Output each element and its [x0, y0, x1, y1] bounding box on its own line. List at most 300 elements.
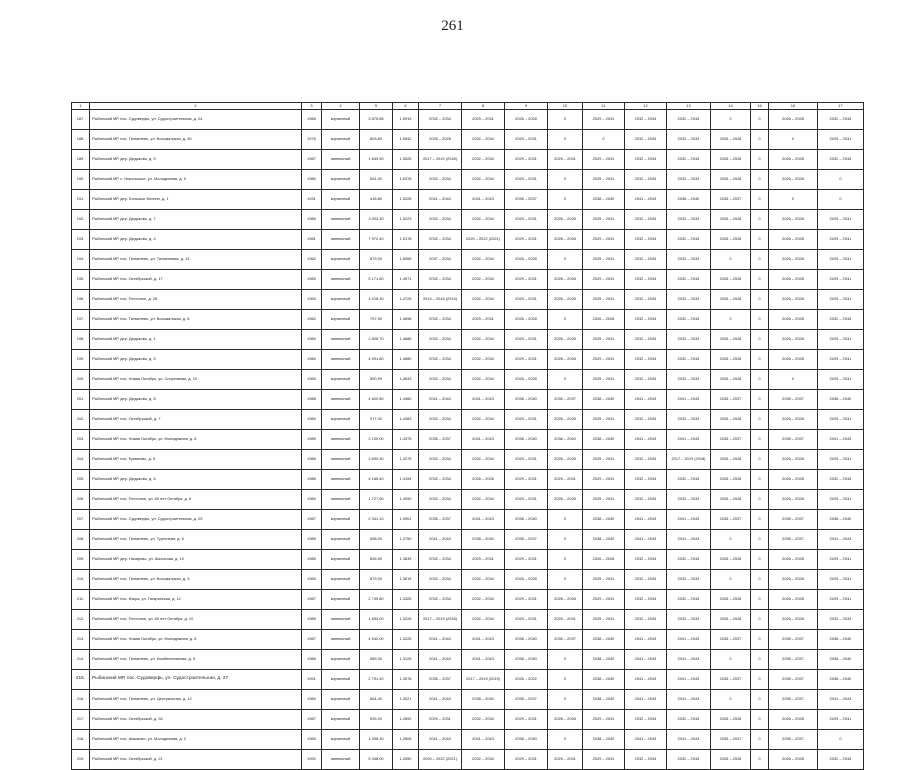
period-cell: 2026 – 2028	[769, 210, 818, 230]
address-cell: Рыбинский МР, пос. Октябрьский, д. 21	[90, 750, 302, 770]
address-cell: Рыбинский МР, пос. Шашково, ул. Молодежная, д. 2	[90, 730, 302, 750]
period-cell: 2035 – 2037	[711, 430, 751, 450]
period-cell: 2029 – 2031	[818, 350, 864, 370]
address-cell: Рыбинский МР, пос. Тихменево, ул. Комбинатовская, д. 5	[90, 650, 302, 670]
period-cell: 2032 – 2034	[419, 210, 462, 230]
period-cell: 2035 – 2037	[711, 510, 751, 530]
coefficient-cell: 1,3225	[393, 630, 419, 650]
area-cell: 4 165,40	[360, 470, 393, 490]
year-cell: 1966	[302, 110, 322, 130]
year-cell: 1962	[302, 310, 322, 330]
period-cell: 0	[751, 250, 769, 270]
period-cell: 2029 – 2031	[818, 130, 864, 150]
period-cell: 2041 – 2043	[419, 190, 462, 210]
period-cell: 2032 – 2034	[625, 410, 667, 430]
year-cell: 1988	[302, 390, 322, 410]
address-cell: Рыбинский МР, дер. Назарово, ул. Школьная, д. 10	[90, 550, 302, 570]
period-cell: 2026 – 2028	[711, 750, 751, 770]
period-cell: 2032 – 2034	[625, 570, 667, 590]
period-cell: 2029 – 2031	[505, 270, 548, 290]
period-cell: 2032 – 2034	[419, 230, 462, 250]
period-cell: 2029 – 2031	[583, 710, 625, 730]
period-cell: 2038 – 2040	[818, 670, 864, 690]
period-cell: 2032 – 2034	[625, 450, 667, 470]
period-cell: 2032 – 2034	[667, 270, 711, 290]
table-row	[72, 690, 864, 710]
period-cell: 2041 – 2043	[818, 430, 864, 450]
period-cell: 2032 – 2034	[625, 150, 667, 170]
period-cell: 2038 – 2040	[505, 390, 548, 410]
table-row	[72, 210, 864, 230]
period-cell: 0	[751, 210, 769, 230]
period-cell: 2026 – 2028	[711, 270, 751, 290]
coefficient-cell: 1,4383	[393, 410, 419, 430]
period-cell: 2026 – 2028	[505, 310, 548, 330]
period-cell: 2026 – 2028	[769, 610, 818, 630]
period-cell: 0	[711, 570, 751, 590]
period-cell: 2032 – 2034	[818, 470, 864, 490]
period-cell: 2032 – 2034	[462, 610, 505, 630]
coefficient-cell: 1,4090	[393, 490, 419, 510]
period-cell: 0	[548, 670, 583, 690]
period-cell: 2029 – 2031	[818, 410, 864, 430]
period-cell: 2032 – 2034	[625, 330, 667, 350]
period-cell: 2026 – 2028	[769, 250, 818, 270]
period-cell: 2032 – 2034	[667, 350, 711, 370]
coefficient-cell: 1,3226	[393, 610, 419, 630]
period-cell: 0	[751, 130, 769, 150]
period-cell: 2026 – 2028	[769, 570, 818, 590]
row-number: 203.	[72, 430, 90, 450]
period-cell: 2017 – 2019 (2018)	[419, 150, 462, 170]
period-cell: 2032 – 2034	[462, 290, 505, 310]
period-cell: 0	[751, 610, 769, 630]
period-cell: 2029 – 2031	[505, 170, 548, 190]
row-number: 204.	[72, 450, 90, 470]
year-cell: 1985	[302, 210, 322, 230]
period-cell: 0	[751, 490, 769, 510]
period-cell: 2029 – 2031	[505, 750, 548, 770]
table-row	[72, 390, 864, 410]
period-cell: 2041 – 2043	[419, 690, 462, 710]
row-number: 210.	[72, 570, 90, 590]
register-table	[71, 102, 864, 770]
period-cell: 0	[711, 310, 751, 330]
area-cell: 3 875,85	[360, 110, 393, 130]
period-cell: 2041 – 2043	[625, 730, 667, 750]
table-row	[72, 150, 864, 170]
area-cell: 1 843,90	[360, 150, 393, 170]
period-cell: 2032 – 2034	[462, 410, 505, 430]
period-cell: 2035 – 2037	[505, 530, 548, 550]
address-cell: Рыбинский МР, пос. Судоверфь, ул. Судостроительная, д. 27	[90, 670, 302, 690]
period-cell: 2026 – 2028	[769, 450, 818, 470]
period-cell: 2038 – 2040	[583, 190, 625, 210]
year-cell: 1987	[302, 590, 322, 610]
address-cell: Рыбинский МР, дер. Дюдьково, д. 5	[90, 350, 302, 370]
period-cell: 0	[711, 250, 751, 270]
coefficient-cell: 1,4460	[393, 390, 419, 410]
period-cell: 2041 – 2043	[462, 630, 505, 650]
period-cell: 0	[751, 350, 769, 370]
period-cell: 0	[548, 530, 583, 550]
row-number: 207.	[72, 510, 90, 530]
row-number: 188.	[72, 130, 90, 150]
period-cell: 2038 – 2040	[818, 510, 864, 530]
coefficient-cell: 1,2650	[393, 750, 419, 770]
period-cell: 0	[711, 650, 751, 670]
coefficient-cell: 1,3325	[393, 590, 419, 610]
period-cell: 2032 – 2034	[462, 490, 505, 510]
period-cell: 2035 – 2037	[769, 690, 818, 710]
period-cell: 2041 – 2043	[462, 390, 505, 410]
period-cell: 2032 – 2034	[625, 210, 667, 230]
table-row	[72, 130, 864, 150]
year-cell: 1987	[302, 630, 322, 650]
period-cell: 2032 – 2034	[667, 250, 711, 270]
period-cell: 2029 – 2031	[583, 230, 625, 250]
period-cell: 2029 – 2031	[818, 250, 864, 270]
address-cell: Рыбинский МР, пос. Тихменево, ул. Тихменевая, д. 13	[90, 250, 302, 270]
period-cell: 0	[751, 730, 769, 750]
year-cell: 1980	[302, 170, 322, 190]
period-cell: 2026 – 2028	[769, 230, 818, 250]
row-number: 195.	[72, 270, 90, 290]
period-cell: 2032 – 2034	[625, 550, 667, 570]
period-cell: 2029 – 2031	[818, 210, 864, 230]
year-cell: 1984	[302, 490, 322, 510]
period-cell: 2032 – 2034	[667, 490, 711, 510]
year-cell: 1989	[302, 430, 322, 450]
period-cell: 2032 – 2034	[667, 330, 711, 350]
period-cell: 2026 – 2028	[505, 370, 548, 390]
period-cell: 2032 – 2034	[419, 110, 462, 130]
period-cell: 0	[751, 630, 769, 650]
period-cell: 2041 – 2043	[667, 430, 711, 450]
period-cell: 2041 – 2043	[625, 650, 667, 670]
table-row	[72, 550, 864, 570]
table-row	[72, 610, 864, 630]
period-cell: 2035 – 2037	[419, 510, 462, 530]
area-cell: 3 903,30	[360, 210, 393, 230]
row-number: 208.	[72, 530, 90, 550]
address-cell: Рыбинский МР, пос. Тихменево, ул. Центральная, д. 12	[90, 690, 302, 710]
period-cell: 2032 – 2034	[625, 610, 667, 630]
period-cell: 0	[818, 170, 864, 190]
period-cell: 0	[751, 710, 769, 730]
coefficient-cell: 1,4971	[393, 270, 419, 290]
column-number: 2	[90, 103, 302, 110]
register-table-body	[72, 103, 864, 770]
period-cell: 2026 – 2028	[505, 250, 548, 270]
period-cell: 0	[548, 510, 583, 530]
period-cell: 2041 – 2043	[818, 690, 864, 710]
wall-material-cell: панельный	[322, 230, 360, 250]
period-cell: 2029 – 2031	[462, 110, 505, 130]
period-cell: 2038 – 2040	[583, 390, 625, 410]
period-cell: 2035 – 2037	[769, 390, 818, 410]
period-cell: 0	[548, 570, 583, 590]
period-cell: 2038 – 2040	[583, 730, 625, 750]
period-cell: 2032 – 2034	[625, 310, 667, 330]
period-cell: 2029 – 2031	[583, 210, 625, 230]
period-cell: 2032 – 2034	[625, 490, 667, 510]
period-cell: 2026 – 2028	[769, 110, 818, 130]
period-cell: 2038 – 2040	[505, 430, 548, 450]
table-row	[72, 650, 864, 670]
period-cell: 0	[711, 690, 751, 710]
column-number: 8	[462, 103, 505, 110]
period-cell: 2026 – 2028	[548, 590, 583, 610]
area-cell: 1 653,00	[360, 610, 393, 630]
period-cell: 2035 – 2037	[769, 510, 818, 530]
period-cell: 2041 – 2043	[462, 730, 505, 750]
address-cell: Рыбинский МР, пос. Искра, ул. Гагаринская, д. 12	[90, 590, 302, 610]
period-cell: 2041 – 2043	[667, 630, 711, 650]
period-cell: 2032 – 2034	[625, 590, 667, 610]
period-cell: 2035 – 2037	[505, 690, 548, 710]
period-cell: 2038 – 2040	[667, 190, 711, 210]
coefficient-cell: 1,3750	[393, 530, 419, 550]
wall-material-cell: панельный	[322, 490, 360, 510]
area-cell: 864,40	[360, 690, 393, 710]
column-number: 1	[72, 103, 90, 110]
period-cell: 2032 – 2034	[818, 110, 864, 130]
period-cell: 2026 – 2028	[711, 550, 751, 570]
period-cell: 2041 – 2043	[462, 650, 505, 670]
wall-material-cell: кирпичный	[322, 650, 360, 670]
period-cell: 2032 – 2034	[625, 750, 667, 770]
period-cell: 2038 – 2040	[818, 650, 864, 670]
row-number: 216.	[72, 690, 90, 710]
period-cell: 2032 – 2034	[667, 130, 711, 150]
period-cell: 2032 – 2034	[462, 710, 505, 730]
period-cell: 2035 – 2037	[548, 390, 583, 410]
period-cell: 2032 – 2034	[625, 290, 667, 310]
period-cell: 2029 – 2031	[462, 310, 505, 330]
area-cell: 4 542,00	[360, 630, 393, 650]
period-cell: 2026 – 2028	[711, 210, 751, 230]
wall-material-cell: кирпичный	[322, 170, 360, 190]
period-cell: 2029 – 2031	[818, 710, 864, 730]
period-cell: 2029 – 2031	[818, 450, 864, 470]
period-cell: 2029 – 2031	[583, 330, 625, 350]
year-cell: 1976	[302, 130, 322, 150]
period-cell: 2026 – 2028	[548, 710, 583, 730]
period-cell: 2026 – 2028	[583, 310, 625, 330]
wall-material-cell: панельный	[322, 150, 360, 170]
wall-material-cell: кирпичный	[322, 130, 360, 150]
period-cell: 2026 – 2028	[769, 330, 818, 350]
wall-material-cell: кирпичный	[322, 550, 360, 570]
wall-material-cell: панельный	[322, 430, 360, 450]
wall-material-cell: кирпичный	[322, 190, 360, 210]
period-cell: 2032 – 2034	[667, 370, 711, 390]
area-cell: 2 690,30	[360, 450, 393, 470]
period-cell: 2032 – 2034	[818, 610, 864, 630]
period-cell: 2041 – 2043	[818, 530, 864, 550]
coefficient-cell: 1,5178	[393, 230, 419, 250]
period-cell: 2041 – 2043	[667, 650, 711, 670]
period-cell: 2026 – 2028	[711, 450, 751, 470]
area-cell: 803,60	[360, 130, 393, 150]
period-cell: 2026 – 2028	[769, 470, 818, 490]
period-cell: 2032 – 2034	[419, 550, 462, 570]
year-cell: 1984	[302, 690, 322, 710]
wall-material-cell: панельный	[322, 450, 360, 470]
period-cell: 2029 – 2031	[583, 490, 625, 510]
period-cell: 2026 – 2028	[711, 170, 751, 190]
period-cell: 2041 – 2043	[625, 390, 667, 410]
wall-material-cell: панельный	[322, 350, 360, 370]
period-cell: 2029 – 2031	[818, 570, 864, 590]
period-cell: 2032 – 2034	[625, 250, 667, 270]
period-cell: 2032 – 2034	[419, 490, 462, 510]
address-cell: Рыбинский МР, пос. Песочное, ул. 60 лет Октября, д. 10	[90, 610, 302, 630]
wall-material-cell: панельный	[322, 390, 360, 410]
period-cell: 2035 – 2037	[769, 730, 818, 750]
address-cell: Рыбинский МР, пос. Судоверфь, ул. Судостроительная, д. 25	[90, 510, 302, 530]
coefficient-cell: 1,4194	[393, 470, 419, 490]
period-cell: 2038 – 2040	[583, 670, 625, 690]
period-cell: 2026 – 2028	[711, 490, 751, 510]
column-number: 11	[583, 103, 625, 110]
period-cell: 0	[818, 730, 864, 750]
period-cell: 2029 – 2031	[419, 710, 462, 730]
row-number: 200.	[72, 370, 90, 390]
table-row	[72, 590, 864, 610]
period-cell: 2029 – 2031	[583, 110, 625, 130]
period-cell: 2029 – 2031	[583, 270, 625, 290]
period-cell: 2032 – 2034	[667, 550, 711, 570]
period-cell: 2029 – 2031	[818, 370, 864, 390]
year-cell: 1991	[302, 670, 322, 690]
period-cell: 0	[548, 650, 583, 670]
coefficient-cell: 1,4698	[393, 310, 419, 330]
period-cell: 2041 – 2043	[419, 390, 462, 410]
coefficient-cell: 1,5223	[393, 210, 419, 230]
column-number: 10	[548, 103, 583, 110]
period-cell: 0	[751, 650, 769, 670]
row-number: 191.	[72, 190, 90, 210]
row-number: 205.	[72, 470, 90, 490]
year-cell: 1983	[302, 570, 322, 590]
period-cell: 2029 – 2031	[548, 470, 583, 490]
period-cell: 2029 – 2031	[583, 150, 625, 170]
column-number: 3	[302, 103, 322, 110]
period-cell: 0	[751, 170, 769, 190]
period-cell: 2026 – 2028	[769, 710, 818, 730]
period-cell: 0	[548, 110, 583, 130]
period-cell: 0	[769, 370, 818, 390]
period-cell: 0	[769, 130, 818, 150]
address-cell: Рыбинский МР, дер. Дюдьково, д. 1	[90, 330, 302, 350]
period-cell: 2029 – 2031	[505, 210, 548, 230]
table-row	[72, 410, 864, 430]
period-cell: 2029 – 2031	[818, 290, 864, 310]
coefficient-cell: 1,3615	[393, 570, 419, 590]
period-cell: 0	[548, 370, 583, 390]
year-cell: 1981	[302, 230, 322, 250]
address-cell: Рыбинский МР, пос. Песочное, д. 28	[90, 290, 302, 310]
area-cell: 4 620,60	[360, 390, 393, 410]
period-cell: 2032 – 2034	[667, 110, 711, 130]
area-cell: 5 348,00	[360, 750, 393, 770]
area-cell: 561,00	[360, 170, 393, 190]
period-cell: 2029 – 2031	[583, 370, 625, 390]
year-cell: 1989	[302, 610, 322, 630]
period-cell: 2026 – 2028	[548, 230, 583, 250]
period-cell: 2032 – 2034	[462, 250, 505, 270]
period-cell: 2029 – 2031	[583, 610, 625, 630]
area-cell: 5 171,60	[360, 270, 393, 290]
period-cell: 2026 – 2028	[769, 410, 818, 430]
period-cell: 0	[751, 230, 769, 250]
year-cell: 1963	[302, 290, 322, 310]
table-row	[72, 110, 864, 130]
period-cell: 2029 – 2031	[505, 410, 548, 430]
period-cell: 2032 – 2034	[625, 370, 667, 390]
wall-material-cell: панельный	[322, 210, 360, 230]
period-cell: 2029 – 2031	[818, 230, 864, 250]
address-cell: Рыбинский МР, пос. Октябрьский, д. 32	[90, 710, 302, 730]
column-number: 7	[419, 103, 462, 110]
period-cell: 0	[548, 250, 583, 270]
column-number: 16	[769, 103, 818, 110]
period-cell: 2035 – 2037	[711, 390, 751, 410]
coefficient-cell: 1,5228	[393, 190, 419, 210]
period-cell: 2026 – 2028	[769, 550, 818, 570]
period-cell: 0	[751, 270, 769, 290]
column-number-row	[72, 103, 864, 110]
period-cell: 2032 – 2034	[462, 750, 505, 770]
wall-material-cell: кирпичный	[322, 510, 360, 530]
wall-material-cell: кирпичный	[322, 670, 360, 690]
row-number: 213.	[72, 630, 90, 650]
period-cell: 2026 – 2028	[711, 470, 751, 490]
address-cell: Рыбинский МР, пос. Тихменево, ул. Восьмалская, д. 3	[90, 570, 302, 590]
period-cell: 2026 – 2028	[583, 550, 625, 570]
coefficient-cell: 1,5919	[393, 110, 419, 130]
address-cell: Рыбинский МР, пос. Новая Октябрь, ул. Молодежная, д. 6	[90, 430, 302, 450]
period-cell: 2026 – 2028	[769, 270, 818, 290]
period-cell: 2038 – 2040	[818, 390, 864, 410]
year-cell: 1987	[302, 510, 322, 530]
area-cell: 879,00	[360, 250, 393, 270]
period-cell: 0	[769, 190, 818, 210]
row-number: 217.	[72, 710, 90, 730]
period-cell: 2032 – 2034	[419, 570, 462, 590]
period-cell: 0	[751, 190, 769, 210]
period-cell: 2017 – 2019 (2018)	[667, 450, 711, 470]
table-row	[72, 710, 864, 730]
period-cell: 2038 – 2040	[505, 730, 548, 750]
period-cell: 0	[751, 570, 769, 590]
period-cell: 2029 – 2031	[818, 550, 864, 570]
period-cell: 0	[751, 370, 769, 390]
wall-material-cell: кирпичный	[322, 110, 360, 130]
period-cell: 2032 – 2034	[462, 350, 505, 370]
period-cell: 2032 – 2034	[462, 210, 505, 230]
period-cell: 2038 – 2040	[583, 690, 625, 710]
period-cell: 2038 – 2040	[462, 530, 505, 550]
period-cell: 2026 – 2028	[548, 330, 583, 350]
address-cell: Рыбинский МР, пос. Октябрьский, д. 7	[90, 410, 302, 430]
coefficient-cell: 1,2892	[393, 710, 419, 730]
period-cell: 2029 – 2031	[505, 130, 548, 150]
period-cell: 2026 – 2028	[711, 130, 751, 150]
coefficient-cell: 1,3639	[393, 550, 419, 570]
